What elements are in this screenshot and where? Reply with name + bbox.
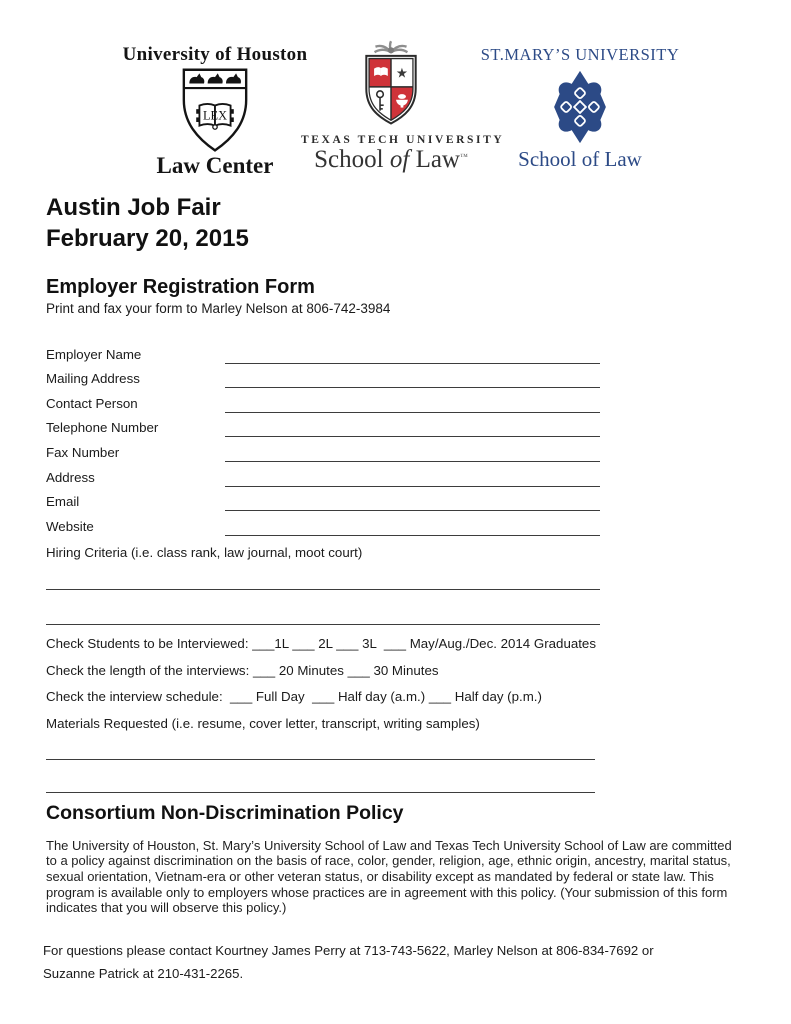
field-label: Address — [46, 469, 95, 485]
uh-lex-text: LEX — [202, 108, 228, 123]
st-marys-logo — [478, 45, 682, 172]
st-marys-school-of-law-text: School of Law — [518, 147, 642, 171]
registration-instructions: Print and fax your form to Marley Nelson at 806-742-3984 — [46, 301, 391, 316]
uh-name-text: University of Houston — [122, 44, 308, 65]
contact-info — [43, 939, 746, 985]
field-label: Website — [46, 518, 94, 534]
field-blank-line — [225, 535, 600, 536]
field-row-telephone-number — [46, 413, 600, 438]
page-title — [46, 192, 746, 254]
hiring-criteria-blank-line-2 — [46, 624, 600, 625]
field-blank-line — [225, 436, 600, 437]
registration-fields — [46, 339, 600, 536]
uh-shield-icon — [176, 67, 254, 155]
check-students-line: Check Students to be Interviewed: ___1L ___ 2L ___ 3L ___ May/Aug./Dec. 2014 Graduates — [46, 635, 596, 651]
field-row-address — [46, 462, 600, 487]
field-blank-line — [225, 387, 600, 388]
check-schedule-line: Check the interview schedule: ___ Full Day ___ Half day (a.m.) ___ Half day (p.m.) — [46, 688, 542, 704]
ttu-school-of-law-text: School of Law™ — [314, 146, 468, 173]
title-line2: February 20, 2015 — [46, 225, 249, 252]
ttu-book-glyph — [374, 67, 388, 76]
title-line1: Austin Job Fair — [46, 194, 221, 221]
header-logos — [0, 0, 791, 186]
hiring-criteria-label: Hiring Criteria (i.e. class rank, law journal, moot court) — [46, 544, 363, 560]
ttu-university-text: TEXAS TECH UNIVERSITY — [301, 134, 505, 146]
field-blank-line — [225, 510, 600, 511]
materials-blank-line-2 — [46, 792, 595, 793]
uh-law-center-text: Law Center — [156, 153, 274, 178]
ttu-star-glyph: ★ — [395, 65, 409, 81]
st-marys-university-text: ST.MARY’S UNIVERSITY — [480, 45, 680, 64]
field-label: Fax Number — [46, 444, 120, 460]
field-blank-line — [225, 363, 600, 364]
policy-body: The University of Houston, St. Mary’s University School of Law and Texas Tech University School of Law are committed to a policy against discrimination on the basis of race, color, gender, religion, age, ethnic origin, ancestry, marital status, sexual orientation, Vietnam-era or other veteran status, or disability except as mandated by federal or state law. This program is available only to employers whose practices are in agreement with this policy. (Your submission of this form indicates that you will observe this policy.) — [46, 837, 732, 916]
registration-heading: Employer Registration Form — [46, 276, 315, 298]
check-length-line: Check the length of the interviews: ___ 20 Minutes ___ 30 Minutes — [46, 662, 439, 678]
st-marys-cross-icon — [552, 70, 608, 144]
field-label: Employer Name — [46, 346, 142, 362]
field-row-contact-person — [46, 388, 600, 413]
uh-law-center-logo — [112, 44, 318, 179]
field-label: Contact Person — [46, 395, 138, 411]
field-label: Email — [46, 494, 80, 510]
policy-heading: Consortium Non-Discrimination Policy — [46, 801, 404, 824]
field-label: Mailing Address — [46, 371, 140, 387]
hiring-criteria-blank-line-1 — [46, 589, 600, 590]
ttu-trademark: ™ — [459, 152, 468, 161]
field-row-fax-number — [46, 437, 600, 462]
field-label: Telephone Number — [46, 420, 159, 436]
materials-requested-label: Materials Requested (i.e. resume, cover letter, transcript, writing samples) — [46, 715, 480, 731]
field-blank-line — [225, 461, 600, 462]
materials-blank-line-1 — [46, 759, 595, 760]
field-blank-line — [225, 486, 600, 487]
field-blank-line — [225, 412, 600, 413]
field-row-employer-name — [46, 339, 600, 364]
contact-line1: For questions please contact Kourtney James Perry at 713-743-5622, Marley Nelson at 806-834-7692 or — [43, 942, 654, 958]
texas-tech-shield-icon — [359, 40, 423, 132]
contact-line2: Suzanne Patrick at 210-431-2265. — [43, 965, 244, 981]
document-body — [0, 192, 791, 985]
field-row-email — [46, 487, 600, 512]
field-row-website — [46, 511, 600, 536]
texas-tech-logo — [301, 40, 505, 174]
field-row-mailing-address — [46, 364, 600, 389]
